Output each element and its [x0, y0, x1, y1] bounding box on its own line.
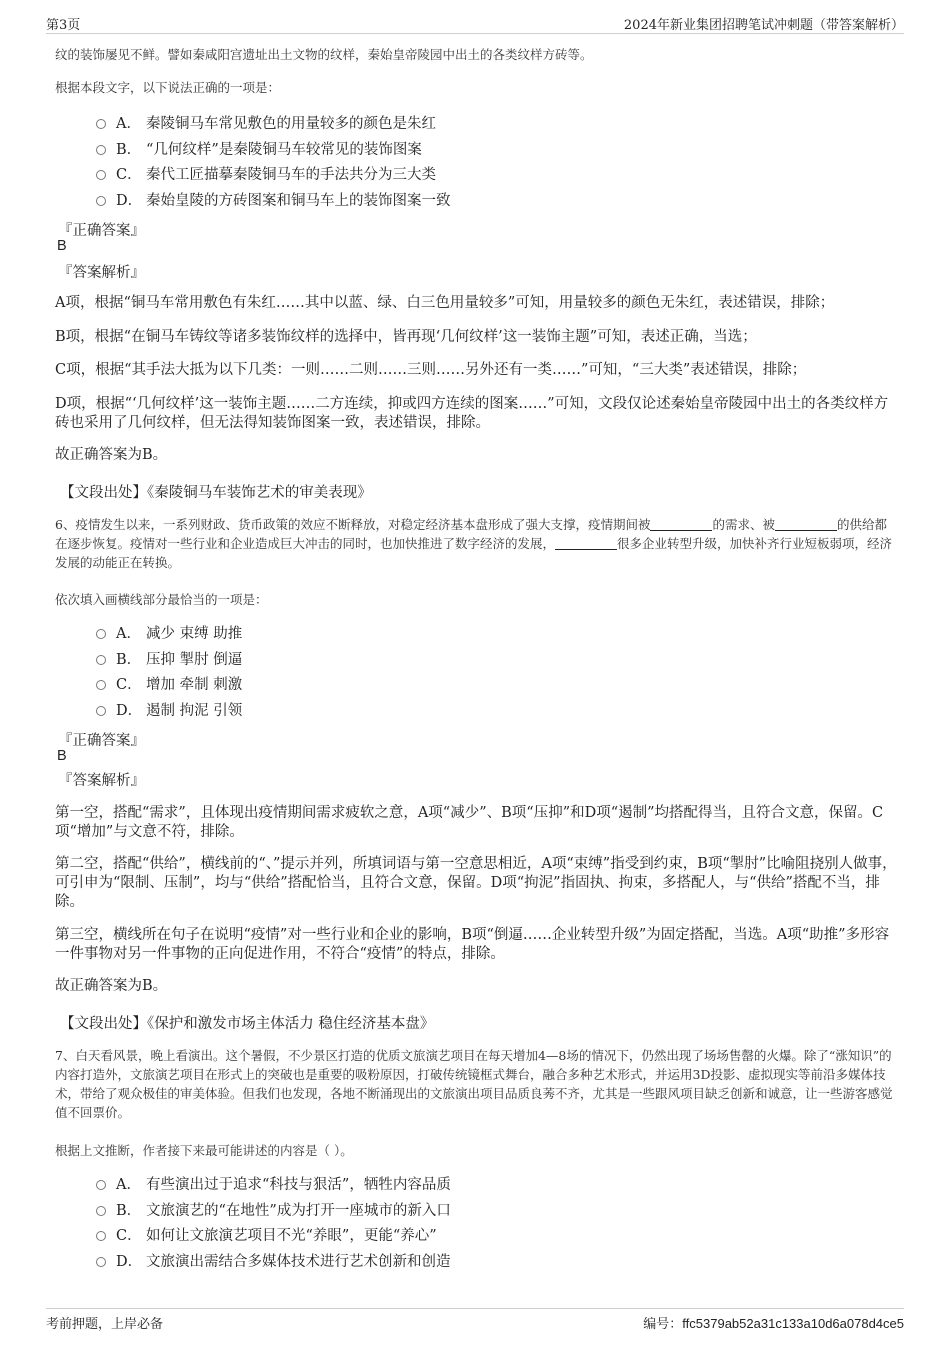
document-title: 2024年新业集团招聘笔试冲刺题（带答案解析） — [623, 18, 904, 33]
q5-analysis-label: 『答案解析』 — [58, 265, 145, 281]
q5-option-a[interactable]: A． 秦陵铜马车常见敷色的用量较多的颜色是朱红 — [96, 114, 436, 134]
q6-analysis-3: 第三空，横线所在句子在说明“疫情”对一些行业和企业的影响，B项“倒逼……企业转型升级”为固定搭配，当选。A项“助推”多形容一件事物对另一件事物的正向促进作用，不符合“疫情”的特点，排除。 — [55, 927, 890, 962]
blank-3[interactable] — [555, 536, 617, 550]
blank-1[interactable] — [650, 517, 712, 531]
q5-analysis-c: C项，根据“其手法大抵为以下几类：一则……二则……三则……另外还有一类……”可知，“三大类”表述错误，排除； — [55, 362, 807, 378]
radio-icon[interactable] — [96, 1206, 106, 1216]
page-number: 第3页 — [46, 18, 81, 33]
q6-answer: B — [57, 748, 67, 764]
blank-2[interactable] — [775, 517, 837, 531]
radio-icon[interactable] — [96, 680, 106, 690]
q6-prompt: 依次填入画横线部分最恰当的一项是： — [55, 592, 268, 607]
q5-option-d[interactable]: D． 秦始皇陵的方砖图案和铜马车上的装饰图案一致 — [96, 191, 451, 211]
q7-stem: 7、白天看风景，晚上看演出。这个暑假，不少景区打造的优质文旅演艺项目在每天增加4—8场的情况下，仍然出现了场场售罄的火爆。除了“涨知识”的内容打造外，文旅演艺项目在形式上的突破也是重要的吸粉原因，打破传统镜框式舞台，融合多种艺术形式，并运用3D投影、虚拟现实等前沿多媒体技术，带给了观众极佳的审美体验。但我们也发现，各地不断涌现出的文旅演出项目品质良莠不齐，尤其是一些跟风项目缺乏创新和诚意，让一些游客感觉值不回票价。 — [55, 1048, 893, 1120]
radio-icon[interactable] — [96, 655, 106, 665]
radio-icon[interactable] — [96, 629, 106, 639]
radio-icon[interactable] — [96, 196, 106, 206]
q5-conclusion: 故正确答案为B。 — [55, 447, 168, 463]
q6-option-c[interactable]: C． 增加 牵制 刺激 — [96, 675, 242, 695]
q6-option-b[interactable]: B． 压抑 掣肘 倒逼 — [96, 650, 242, 670]
q5-analysis-d: D项，根据“‘几何纹样’这一装饰主题……二方连续，抑或四方连续的图案……”可知，文段仅论述秦始皇帝陵园中出土的各类纹样方砖也采用了几何纹样，但无法得知装饰图案一致，表述错误，排除。 — [55, 396, 889, 431]
q5-option-c[interactable]: C． 秦代工匠描摹秦陵铜马车的手法共分为三大类 — [96, 165, 436, 185]
footer-slogan: 考前押题，上岸必备 — [46, 1317, 164, 1332]
document-id: 编号：ffc5379ab52a31c133a10d6a078d4ce5 — [643, 1316, 904, 1331]
header-divider — [46, 33, 904, 34]
q6-option-d[interactable]: D． 遏制 拘泥 引领 — [96, 701, 242, 721]
q5-prompt: 根据本段文字，以下说法正确的一项是： — [55, 80, 281, 95]
q6-stem: 6、疫情发生以来，一系列财政、货币政策的效应不断释放，对稳定经济基本盘形成了强大支撑，疫情期间被 的需求、被 的供给都在逐步恢复。疫情对一些行业和企业造成巨大冲击的同时，也加快推进了数字经济的发展， 很多企业转型升级，加快补齐行业短板弱项，经济发展的动能正在转换。 — [55, 517, 893, 570]
q5-analysis-b: B项，根据“在铜马车铸纹等诸多装饰纹样的选择中，皆再现‘几何纹样’这一装饰主题”可知，表述正确，当选； — [55, 329, 757, 345]
radio-icon[interactable] — [96, 1231, 106, 1241]
q6-conclusion: 故正确答案为B。 — [55, 978, 168, 994]
q6-analysis-label: 『答案解析』 — [58, 773, 145, 789]
q6-analysis-2: 第二空，搭配“供给”，横线前的“、”提示并列，所填词语与第一空意思相近，A项“束缚”指受到约束，B项“掣肘”比喻阻挠别人做事，可引申为“限制、压制”，均与“供给”搭配恰当，且符合文意，保留。D项“拘泥”指固执、拘束，多搭配人，与“供给”搭配不当，排除。 — [55, 856, 897, 910]
q7-option-c[interactable]: C． 如何让文旅演艺项目不光“养眼”，更能“养心” — [96, 1226, 437, 1246]
q7-option-a[interactable]: A． 有些演出过于追求“科技与狠活”，牺牲内容品质 — [96, 1175, 451, 1195]
q5-source: 【文段出处】《秦陵铜马车装饰艺术的审美表现》 — [60, 485, 372, 501]
q5-option-b[interactable]: B． “几何纹样”是秦陵铜马车较常见的装饰图案 — [96, 140, 422, 160]
q7-prompt: 根据上文推断，作者接下来最可能讲述的内容是（ ）。 — [55, 1143, 353, 1158]
radio-icon[interactable] — [96, 1180, 106, 1190]
q5-stem-tail: 纹的装饰屡见不鲜。譬如秦咸阳宫遗址出土文物的纹样，秦始皇帝陵园中出土的各类纹样方砖等。 — [55, 47, 593, 62]
radio-icon[interactable] — [96, 170, 106, 180]
q6-option-a[interactable]: A． 减少 束缚 助推 — [96, 624, 242, 644]
footer-divider — [46, 1308, 904, 1309]
radio-icon[interactable] — [96, 145, 106, 155]
page-header — [46, 14, 904, 34]
radio-icon[interactable] — [96, 706, 106, 716]
q6-answer-label: 『正确答案』 — [58, 733, 145, 749]
q5-answer-label: 『正确答案』 — [58, 223, 145, 239]
q5-analysis-a: A项，根据“铜马车常用敷色有朱红……其中以蓝、绿、白三色用量较多”可知，用量较多的颜色无朱红，表述错误，排除； — [55, 295, 835, 311]
q7-option-d[interactable]: D． 文旅演出需结合多媒体技术进行艺术创新和创造 — [96, 1252, 451, 1272]
radio-icon[interactable] — [96, 119, 106, 129]
q7-option-b[interactable]: B． 文旅演艺的“在地性”成为打开一座城市的新入口 — [96, 1201, 451, 1221]
radio-icon[interactable] — [96, 1257, 106, 1267]
q6-source: 【文段出处】《保护和激发市场主体活力 稳住经济基本盘》 — [60, 1016, 435, 1032]
q6-analysis-1: 第一空，搭配“需求”，且体现出疫情期间需求疲软之意，A项“减少”、B项“压抑”和D项“遏制”均搭配得当，且符合文意，保留。C项“增加”与文意不符，排除。 — [55, 805, 884, 840]
q5-answer: B — [57, 238, 67, 254]
